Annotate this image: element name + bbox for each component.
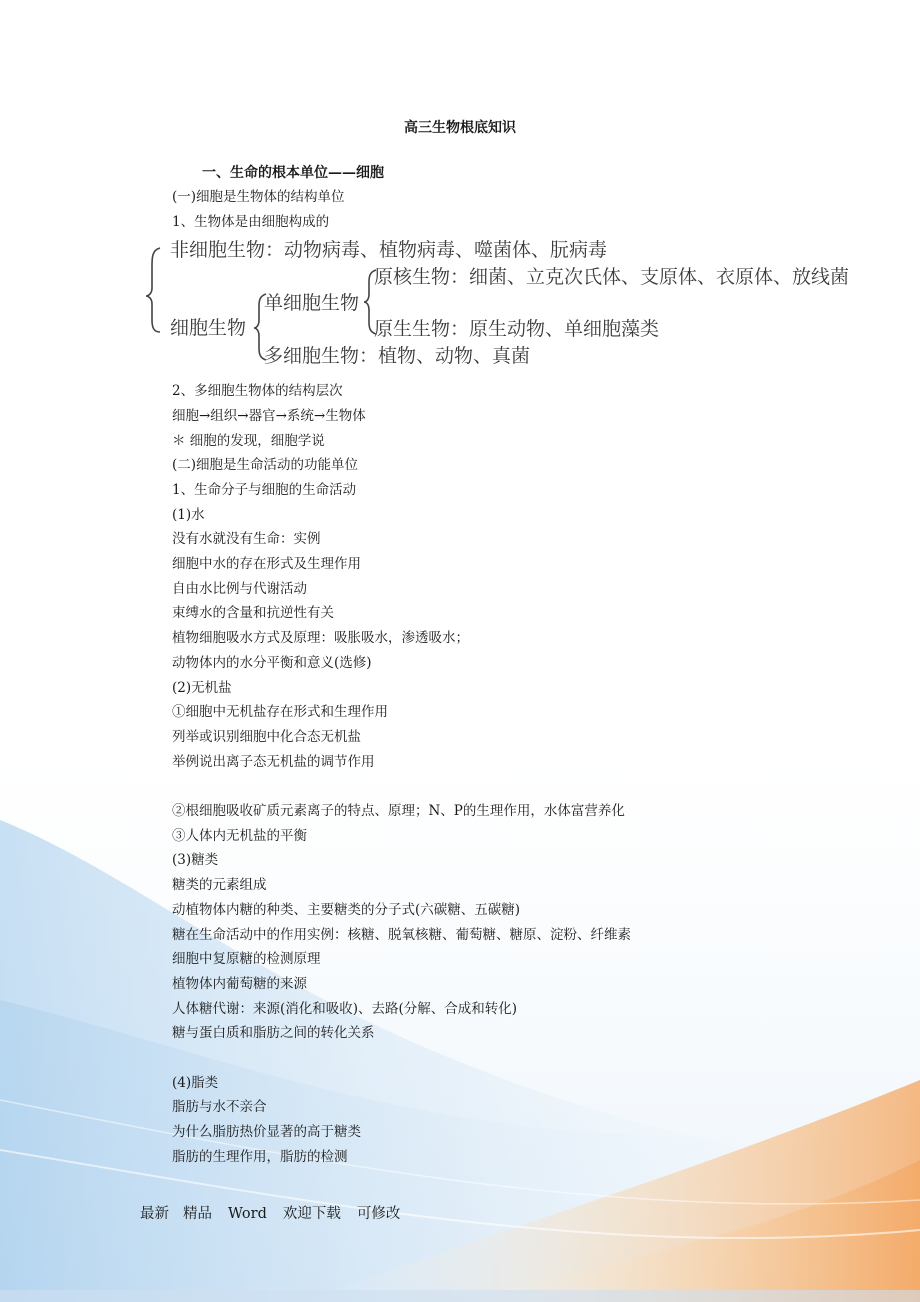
text-line: 细胞中复原糖的检测原理 — [172, 951, 321, 967]
text-line: (1)水 — [172, 507, 205, 523]
prokaryotes: 原核生物：细菌、立克次氏体、支原体、衣原体、放线菌 — [374, 266, 850, 288]
text-line: 为什么脂肪热价显著的高于糖类 — [172, 1124, 361, 1140]
text-line: 人体糖代谢：来源(消化和吸收)、去路(分解、合成和转化) — [172, 1001, 518, 1017]
unicellular-organisms: 单细胞生物 — [264, 292, 360, 314]
text-line: ①细胞中无机盐存在形式和生理作用 — [172, 704, 388, 720]
protists: 原生生物：原生动物、单细胞藻类 — [374, 318, 660, 340]
text-line: (二)细胞是生命活动的功能单位 — [172, 457, 359, 473]
text-line: 没有水就没有生命：实例 — [172, 531, 321, 547]
text-line: 自由水比例与代谢活动 — [172, 581, 307, 597]
text-line: 植物体内葡萄糖的来源 — [172, 976, 307, 992]
text-line: 脂肪的生理作用，脂肪的检测 — [172, 1149, 348, 1165]
footer-item: 最新 — [140, 1206, 169, 1222]
text-line: 糖与蛋白质和脂肪之间的转化关系 — [172, 1025, 375, 1041]
text-line: 动物体内的水分平衡和意义(选修) — [172, 655, 372, 671]
text-line: 1、生命分子与细胞的生命活动 — [172, 482, 357, 498]
text-line: 2、多细胞生物体的结构层次 — [172, 383, 343, 399]
classification-diagram — [146, 236, 906, 376]
section-heading: 一、生命的根本单位——细胞 — [202, 165, 384, 181]
text-line: ③人体内无机盐的平衡 — [172, 828, 307, 844]
text-line: 束缚水的含量和抗逆性有关 — [172, 605, 334, 621]
page-footer — [140, 1205, 414, 1223]
text-line: 糖类的元素组成 — [172, 877, 267, 893]
non-cell-organisms: 非细胞生物：动物病毒、植物病毒、噬菌体、朊病毒 — [170, 239, 608, 261]
text-line: ＊ 细胞的发现，细胞学说 — [172, 433, 325, 449]
footer-item: 精品 — [183, 1206, 212, 1222]
text-line: (3)糖类 — [172, 852, 219, 868]
text-line: (2)无机盐 — [172, 680, 232, 696]
footer-item: Word — [228, 1206, 267, 1222]
text-line: 1、生物体是由细胞构成的 — [172, 214, 330, 230]
footer-item: 可修改 — [356, 1206, 401, 1222]
text-line: 列举或识别细胞中化合态无机盐 — [172, 729, 361, 745]
text-line: 细胞中水的存在形式及生理作用 — [172, 556, 361, 572]
footer-item: 欢迎下载 — [282, 1206, 341, 1222]
text-line: 动植物体内糖的种类、主要糖类的分子式(六碳糖、五碳糖) — [172, 902, 521, 918]
text-line: 细胞→组织→器官→系统→生物体 — [172, 408, 366, 424]
text-line: ②根细胞吸收矿质元素离子的特点、原理；N、P的生理作用，水体富营养化 — [172, 803, 625, 819]
text-line: (4)脂类 — [172, 1075, 219, 1091]
text-line: 举例说出离子态无机盐的调节作用 — [172, 754, 375, 770]
multicellular-organisms: 多细胞生物：植物、动物、真菌 — [264, 345, 531, 367]
text-line: (一)细胞是生物体的结构单位 — [172, 189, 345, 205]
text-line: 糖在生命活动中的作用实例：核糖、脱氧核糖、葡萄糖、糖原、淀粉、纤维素 — [172, 927, 631, 943]
text-line: 植物细胞吸水方式及原理：吸胀吸水，渗透吸水； — [172, 630, 469, 646]
cell-organisms: 细胞生物 — [170, 317, 247, 339]
text-line: 脂肪与水不亲合 — [172, 1099, 267, 1115]
document-title: 高三生物根底知识 — [404, 120, 516, 136]
